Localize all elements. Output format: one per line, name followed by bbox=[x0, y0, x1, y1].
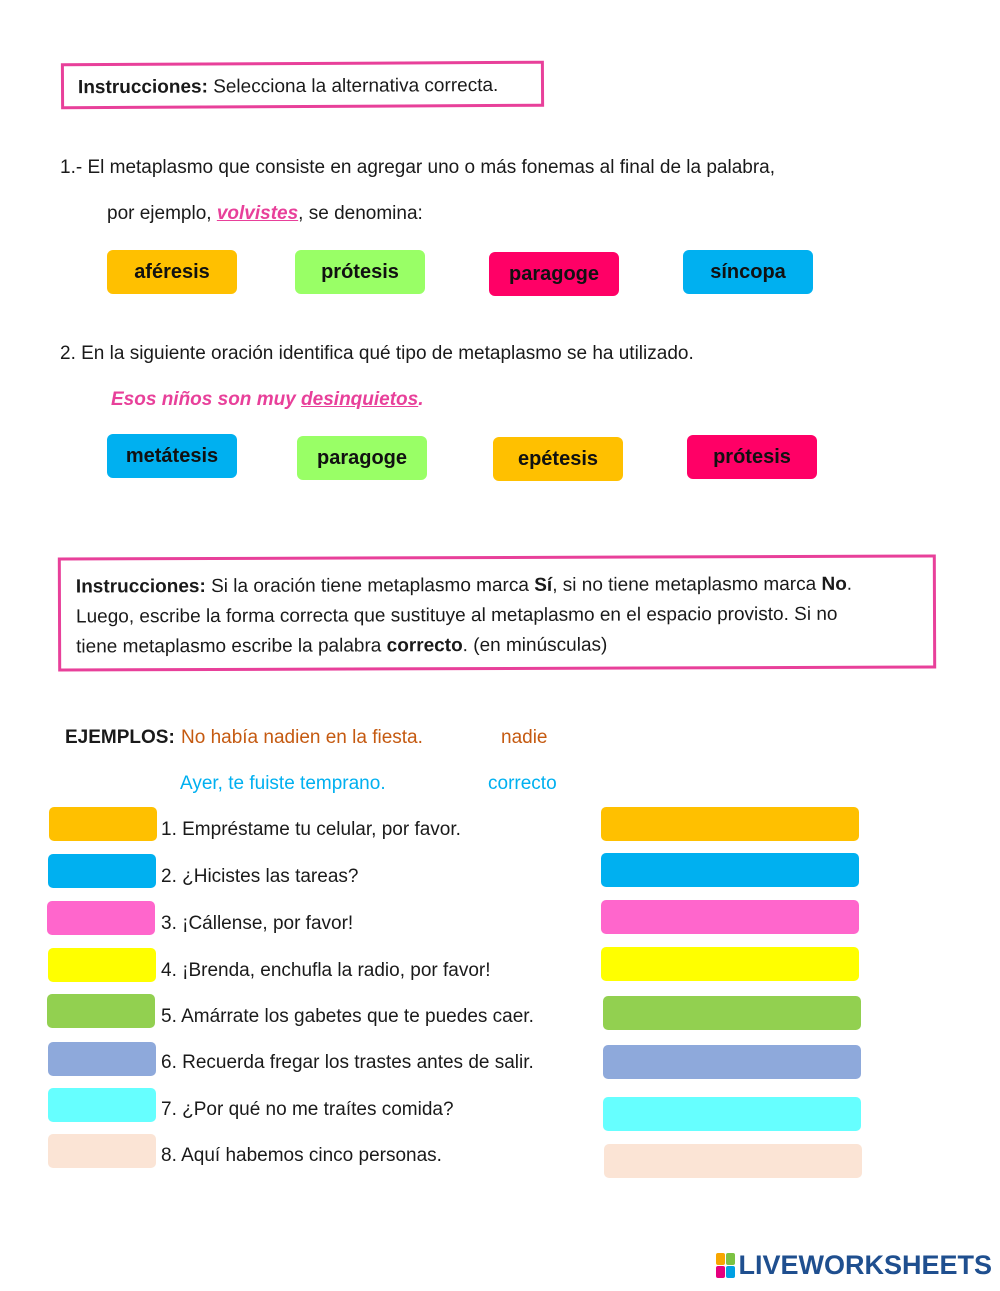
exercise-7-sentence: 7. ¿Por qué no me traítes comida? bbox=[161, 1099, 454, 1120]
question-1-pre: por ejemplo, bbox=[107, 203, 217, 224]
instructions-2-line-3-post: . (en minúsculas) bbox=[462, 634, 608, 657]
exercise-7-choice[interactable] bbox=[48, 1088, 156, 1122]
exercise-1-choice[interactable] bbox=[49, 807, 157, 841]
liveworksheets-logo bbox=[716, 1250, 992, 1281]
example-1-sentence: No había nadien en la fiesta. bbox=[181, 727, 423, 748]
q1-option-protesis[interactable]: prótesis bbox=[295, 250, 425, 294]
exercise-6-sentence: 6. Recuerda fregar los trastes antes de salir. bbox=[161, 1052, 534, 1073]
exercise-4-choice[interactable] bbox=[48, 948, 156, 982]
q2-option-paragoge[interactable]: paragoge bbox=[297, 436, 427, 480]
question-1-example-word: volvistes bbox=[216, 203, 299, 224]
question-2-sentence bbox=[111, 389, 424, 411]
q1-option-sincopa[interactable]: síncopa bbox=[683, 250, 813, 294]
exercise-7-answer[interactable] bbox=[603, 1097, 861, 1131]
question-2-sentence-word: desinquietos bbox=[301, 389, 419, 410]
example-2-sentence: Ayer, te fuiste temprano. bbox=[180, 773, 386, 794]
q2-option-metatesis[interactable]: metátesis bbox=[107, 434, 237, 478]
exercise-8-answer[interactable] bbox=[604, 1144, 862, 1178]
example-1-answer: nadie bbox=[501, 727, 548, 748]
instructions-2-t2: , si no tiene metaplasmo marca bbox=[552, 573, 822, 596]
exercise-1-answer[interactable] bbox=[601, 807, 859, 841]
instructions-2-t3: . bbox=[846, 573, 853, 595]
exercise-4-answer[interactable] bbox=[601, 947, 859, 981]
instructions-2-label: Instrucciones: bbox=[75, 576, 206, 598]
q1-option-aferesis[interactable]: aféresis bbox=[107, 250, 237, 294]
exercise-5-answer[interactable] bbox=[603, 996, 861, 1030]
exercise-1-sentence: 1. Empréstame tu celular, por favor. bbox=[161, 819, 461, 840]
instructions-1-body: Selecciona la alternativa correcta. bbox=[207, 74, 499, 98]
question-2-sentence-post: . bbox=[418, 389, 424, 410]
question-1-line-1: 1.- El metaplasmo que consiste en agregar uno o más fonemas al final de la palabra, bbox=[60, 157, 776, 178]
instructions-1-label: Instrucciones: bbox=[77, 76, 208, 99]
instructions-2-line-3-pre: tiene metaplasmo escribe la palabra bbox=[76, 635, 387, 658]
exercise-5-choice[interactable] bbox=[47, 994, 155, 1028]
liveworksheets-logo-icon bbox=[716, 1253, 735, 1278]
exercise-3-sentence: 3. ¡Cállense, por favor! bbox=[161, 913, 354, 934]
examples-label: EJEMPLOS: bbox=[65, 727, 175, 748]
question-2-sentence-pre: Esos niños son muy bbox=[111, 389, 302, 410]
instructions-1-text bbox=[78, 75, 498, 99]
question-2-line-1: 2. En la siguiente oración identifica qué tipo de metaplasmo se ha utilizado. bbox=[60, 343, 694, 364]
si-word: Sí bbox=[534, 574, 553, 596]
exercise-3-answer[interactable] bbox=[601, 900, 859, 934]
correcto-word: correcto bbox=[386, 635, 463, 657]
q1-option-paragoge[interactable]: paragoge bbox=[489, 252, 619, 296]
exercise-6-choice[interactable] bbox=[48, 1042, 156, 1076]
exercise-3-choice[interactable] bbox=[47, 901, 155, 935]
exercise-6-answer[interactable] bbox=[603, 1045, 861, 1079]
instructions-2-line-3 bbox=[76, 630, 852, 663]
instructions-2-text bbox=[76, 570, 852, 663]
exercise-8-sentence: 8. Aquí habemos cinco personas. bbox=[161, 1145, 442, 1166]
instructions-2-line-1 bbox=[76, 570, 852, 603]
q2-option-protesis[interactable]: prótesis bbox=[687, 435, 817, 479]
instructions-box-2 bbox=[58, 554, 936, 671]
q2-option-epetesis[interactable]: epétesis bbox=[493, 437, 623, 481]
instructions-2-t1: Si la oración tiene metaplasmo marca bbox=[205, 574, 535, 598]
question-1-post: , se denomina: bbox=[298, 203, 423, 224]
exercise-2-choice[interactable] bbox=[48, 854, 156, 888]
exercise-2-answer[interactable] bbox=[601, 853, 859, 887]
instructions-2-line-2: Luego, escribe la forma correcta que sustituye al metaplasmo en el espacio provisto. Si no bbox=[75, 603, 838, 628]
no-word: No bbox=[821, 573, 847, 595]
instructions-box-1 bbox=[61, 61, 544, 110]
exercise-2-sentence: 2. ¿Hicistes las tareas? bbox=[161, 866, 359, 887]
question-1-line-2 bbox=[107, 203, 423, 225]
exercise-8-choice[interactable] bbox=[48, 1134, 156, 1168]
exercise-4-sentence: 4. ¡Brenda, enchufla la radio, por favor! bbox=[161, 960, 491, 981]
liveworksheets-logo-text: LIVEWORKSHEETS bbox=[738, 1250, 992, 1280]
example-2-answer: correcto bbox=[488, 773, 557, 794]
exercise-5-sentence: 5. Amárrate los gabetes que te puedes caer. bbox=[161, 1006, 534, 1027]
